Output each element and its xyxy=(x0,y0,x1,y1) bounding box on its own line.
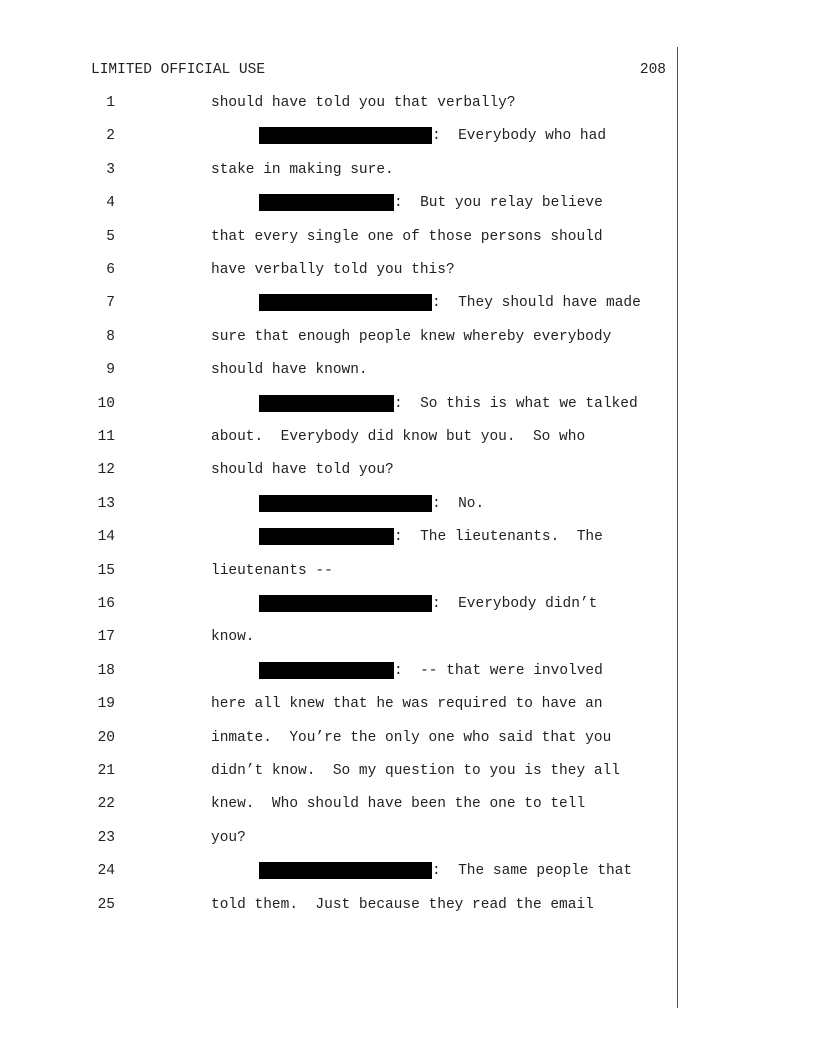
transcript-line xyxy=(0,695,816,728)
redacted-speaker-name xyxy=(259,395,394,412)
transcript-line xyxy=(0,795,816,828)
line-number: 23 xyxy=(97,829,115,846)
speaker-turn xyxy=(259,294,641,312)
redacted-speaker-name xyxy=(259,194,394,211)
line-number: 7 xyxy=(106,295,115,312)
transcript-line xyxy=(0,428,816,461)
speech-text: : No. xyxy=(432,495,485,512)
line-number: 25 xyxy=(97,896,115,913)
line-text: told them. Just because they read the email xyxy=(211,896,594,913)
transcript-line xyxy=(0,662,816,695)
transcript-line xyxy=(0,595,816,628)
line-number: 18 xyxy=(97,662,115,679)
line-number: 20 xyxy=(97,729,115,746)
transcript-line xyxy=(0,628,816,661)
line-text: knew. Who should have been the one to tell xyxy=(211,796,586,813)
line-number: 15 xyxy=(97,562,115,579)
line-number: 12 xyxy=(97,462,115,479)
speech-text: : They should have made xyxy=(432,295,641,312)
speech-text: : Everybody who had xyxy=(432,128,607,145)
line-text: have verbally told you this? xyxy=(211,262,455,278)
line-number: 14 xyxy=(97,529,115,546)
transcript-line xyxy=(0,495,816,528)
line-number: 4 xyxy=(106,195,115,212)
speaker-turn xyxy=(259,395,638,413)
line-text: should have told you that verbally? xyxy=(211,95,516,111)
transcript-line xyxy=(0,896,816,929)
line-number: 9 xyxy=(106,362,115,379)
line-text: should have known. xyxy=(211,362,368,379)
transcript-line xyxy=(0,127,816,160)
line-text: should have told you? xyxy=(211,462,394,479)
line-number: 1 xyxy=(106,95,115,111)
redacted-speaker-name xyxy=(259,127,432,144)
transcript-line xyxy=(0,762,816,795)
redacted-speaker-name xyxy=(259,528,394,545)
redacted-speaker-name xyxy=(259,495,432,512)
speaker-turn xyxy=(259,662,603,680)
speaker-turn xyxy=(259,495,484,513)
transcript-line xyxy=(0,194,816,227)
speech-text: : Everybody didn’t xyxy=(432,596,598,612)
transcript-line xyxy=(0,294,816,327)
line-number: 21 xyxy=(97,763,115,779)
line-number: 3 xyxy=(106,161,115,178)
line-text: about. Everybody did know but you. So who xyxy=(211,429,586,445)
speech-text: : The lieutenants. The xyxy=(394,529,603,546)
line-text: here all knew that he was required to have an xyxy=(211,696,603,713)
transcript-line xyxy=(0,228,816,261)
speech-text: : But you relay believe xyxy=(394,195,603,212)
line-text: didn’t know. So my question to you is they all xyxy=(211,763,620,779)
line-text: you? xyxy=(211,829,246,846)
redacted-speaker-name xyxy=(259,294,432,311)
line-number: 10 xyxy=(97,395,115,412)
speaker-turn xyxy=(259,528,603,546)
line-number: 13 xyxy=(97,495,115,512)
transcript-line xyxy=(0,94,816,127)
transcript-line xyxy=(0,261,816,294)
transcript-line xyxy=(0,361,816,394)
line-number: 6 xyxy=(106,262,115,278)
line-text: that every single one of those persons should xyxy=(211,228,603,245)
redacted-speaker-name xyxy=(259,862,432,879)
transcript-line xyxy=(0,328,816,361)
line-text: inmate. You’re the only one who said that you xyxy=(211,729,612,746)
transcript-line xyxy=(0,161,816,194)
line-number: 8 xyxy=(106,328,115,345)
line-number: 5 xyxy=(106,228,115,245)
line-number: 11 xyxy=(97,429,115,445)
classification-header: LIMITED OFFICIAL USE xyxy=(91,62,266,78)
transcript-line xyxy=(0,829,816,862)
redacted-speaker-name xyxy=(259,662,394,679)
line-text: know. xyxy=(211,629,255,646)
transcript-line xyxy=(0,461,816,494)
transcript-line xyxy=(0,862,816,895)
line-text: sure that enough people knew whereby everybody xyxy=(211,328,612,345)
page-number: 208 xyxy=(639,62,666,78)
line-number: 2 xyxy=(106,128,115,145)
line-number: 17 xyxy=(97,629,115,646)
line-text: stake in making sure. xyxy=(211,161,394,178)
line-number: 19 xyxy=(97,696,115,713)
line-number: 16 xyxy=(97,596,115,612)
speaker-turn xyxy=(259,127,606,145)
line-text: lieutenants -- xyxy=(211,562,333,579)
speech-text: : -- that were involved xyxy=(394,662,603,679)
speech-text: : So this is what we talked xyxy=(394,395,638,412)
speaker-turn xyxy=(259,862,632,880)
transcript-line xyxy=(0,395,816,428)
redacted-speaker-name xyxy=(259,595,432,612)
speaker-turn xyxy=(259,194,603,212)
line-number: 24 xyxy=(97,863,115,880)
speech-text: : The same people that xyxy=(432,863,633,880)
transcript-line xyxy=(0,562,816,595)
transcript-line xyxy=(0,528,816,561)
speaker-turn xyxy=(259,595,597,613)
line-number: 22 xyxy=(97,796,115,813)
transcript-line xyxy=(0,729,816,762)
